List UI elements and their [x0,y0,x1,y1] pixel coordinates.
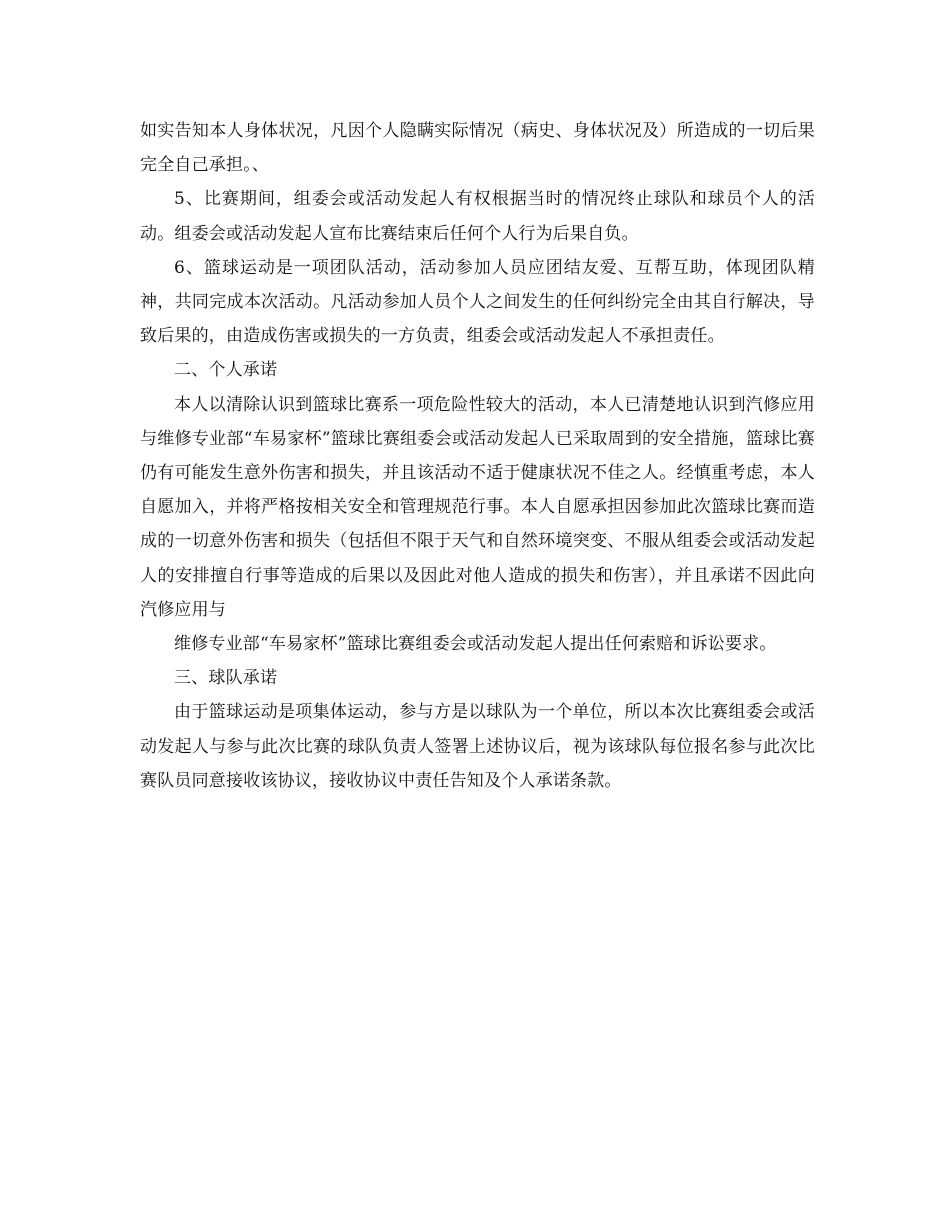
paragraph-personal-commitment: 本人以清除认识到篮球比赛系一项危险性较大的活动，本人已清楚地认识到汽修应用与维修专业部“车易家杯”篮球比赛组委会或活动发起人已采取周到的安全措施，篮球比赛仍有可能发生意外伤害和损失，并且该活动不适于健康状况不佳之人。经慎重考虑，本人自愿加入，并将严格按相关安全和管理规范行事。本人自愿承担因参加此次篮球比赛而造成的一切意外伤害和损失（包括但不限于天气和自然环境突变、不服从组委会或活动发起人的安排擅自行事等造成的后果以及因此对他人造成的损失和伤害），并且承诺不因此向汽修应用与 [140,394,815,620]
paragraph-clause-5: 5、比赛期间，组委会或活动发起人有权根据当时的情况终止球队和球员个人的活动。组委会或活动发起人宣布比赛结束后任何个人行为后果自负。 [140,189,815,244]
paragraph-clause-6: 6、篮球运动是一项团队活动，活动参加人员应团结友爱、互帮互助，体现团队精神，共同完成本次活动。凡活动参加人员个人之间发生的任何纠纷完全由其自行解决，导致后果的，由造成伤害或损失的一方负责，组委会或活动发起人不承担责任。 [140,257,815,347]
section-heading-personal-commitment: 二、个人承诺 [174,360,278,381]
section-heading-team-commitment: 三、球队承诺 [174,668,278,689]
paragraph-health-disclosure-continued: 如实告知本人身体状况，凡因个人隐瞒实际情况（病史、身体状况及）所造成的一切后果完全自己承担。、 [140,121,815,176]
paragraph-personal-commitment-continued: 维修专业部“车易家杯”篮球比赛组委会或活动发起人提出任何索赔和诉讼要求。 [174,634,777,655]
document-page [140,114,815,798]
paragraph-team-commitment: 由于篮球运动是项集体运动，参与方是以球队为一个单位，所以本次比赛组委会或活动发起人与参与此次比赛的球队负责人签署上述协议后，视为该球队每位报名参与此次比赛队员同意接收该协议，接收协议中责任告知及个人承诺条款。 [140,702,815,791]
